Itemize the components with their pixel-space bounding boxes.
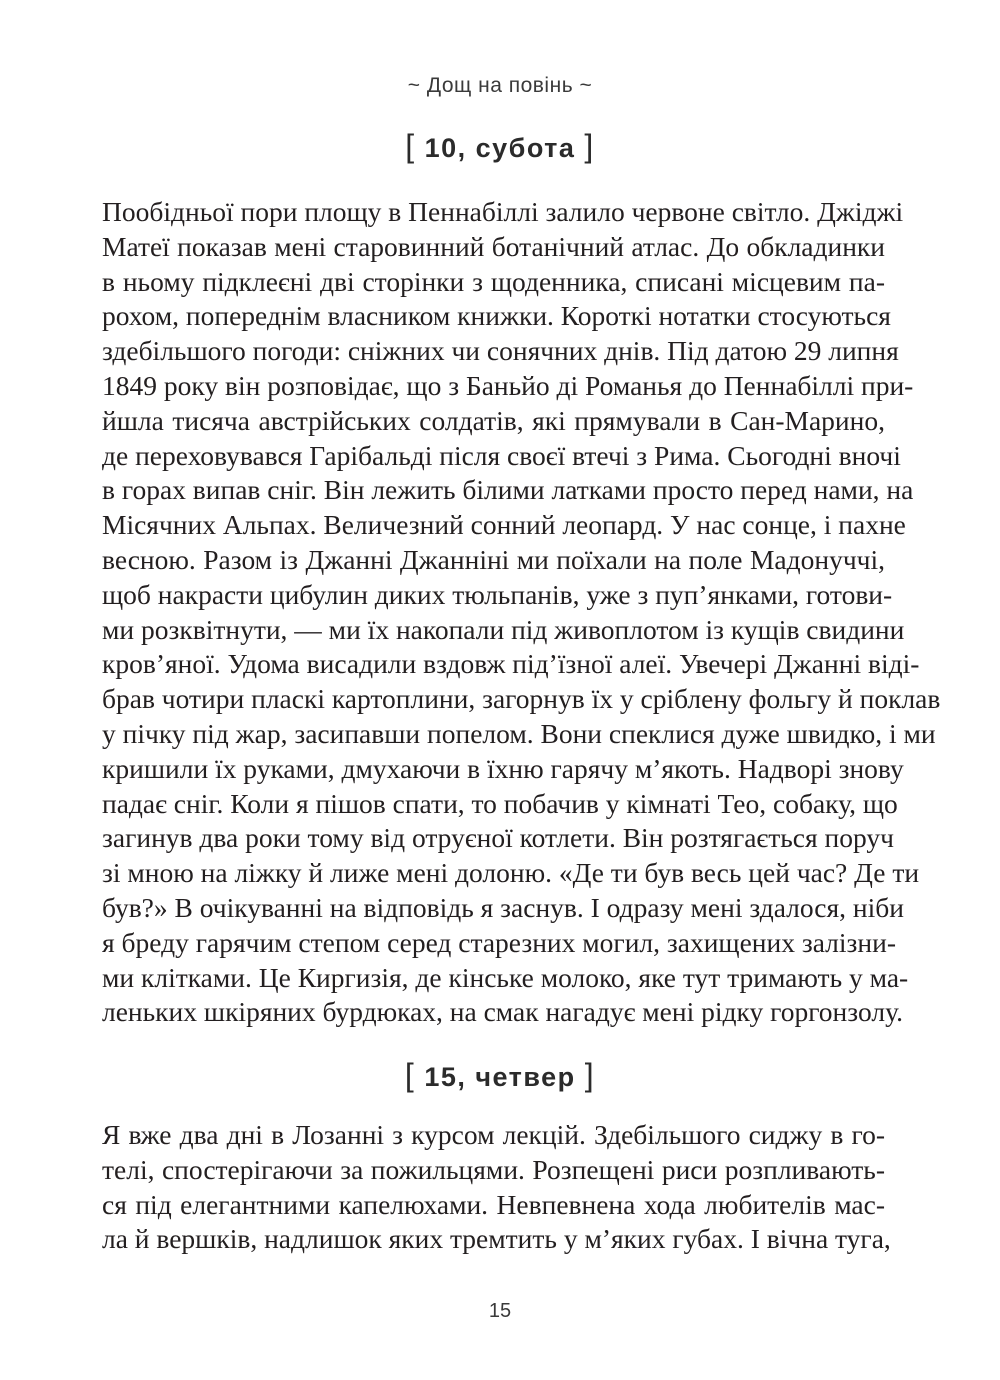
text-line: телі, спостерігаючи за пожильцями. Розпещені риси розпливають-: [102, 1153, 885, 1185]
heading-text: 15, четвер: [424, 1062, 576, 1092]
text-line: в горах випав сніг. Він лежить білими латками просто перед нами, на: [102, 474, 914, 506]
text-line: кров’яної. Удома висадили вздовж під’їзної алеї. Увечері Джанні віді-: [102, 648, 920, 680]
text-line: я бреду гарячим степом серед старезних могил, захищених залізни-: [102, 926, 896, 958]
text-line: щоб накрасти цибулин диких тюльпанів, уже з пуп’янками, готови-: [102, 578, 893, 610]
running-head: ~ Дощ на повінь ~: [407, 74, 593, 97]
text-line: падає сніг. Коли я пішов спати, то побачив у кімнаті Тео, собаку, що: [102, 787, 898, 819]
page-number: 15: [488, 1300, 512, 1322]
entry-body-10: [102, 195, 941, 1030]
text-line: де переховувався Гарібальді після своєї втечі з Рима. Сьогодні вночі: [102, 439, 901, 471]
text-line: рохом, попереднім власником книжки. Короткі нотатки стосуються: [102, 300, 891, 332]
text-line: в ньому підклеєні дві сторінки з щоденника, списані місцевим па-: [102, 265, 885, 297]
text-line: здебільшого погоди: сніжних чи сонячних днів. Під датою 29 липня: [102, 335, 899, 367]
text-line: ла й вершків, надлишок яких тремтить у м’яких губах. І вічна туга,: [102, 1223, 891, 1255]
text-line: Матеї показав мені старовинний ботанічний атлас. До обкладинки: [102, 230, 885, 262]
heading-open-bracket: [: [405, 128, 416, 164]
heading-text: 10, субота: [424, 133, 576, 163]
text-line: у пічку під жар, засипавши попелом. Вони спеклися дуже швидко, і ми: [102, 717, 936, 749]
heading-close-bracket: ]: [584, 1057, 596, 1093]
text-line: 1849 року він розповідає, що з Баньйо ді Романья до Пеннабіллі при-: [102, 369, 914, 401]
heading-open-bracket: [: [404, 1057, 416, 1093]
text-line: кришили їх руками, дмухаючи в їхню гарячу м’якоть. Надворі знову: [102, 752, 904, 784]
text-line: загинув два роки тому від отруєної котлети. Він розтягається поруч: [102, 822, 894, 854]
text-line: леньких шкіряних бурдюках, на смак нагадує мені рідку горгонзолу.: [102, 996, 903, 1028]
text-line: ми розквітнути, — ми їх накопали під живоплотом із кущів свидини: [102, 613, 905, 645]
heading-close-bracket: ]: [584, 128, 595, 164]
entry-body-15: [102, 1118, 891, 1257]
text-line: зі мною на ліжку й лиже мені долоню. «Де ти був весь цей час? Де ти: [102, 857, 920, 889]
text-line: ся під елегантними капелюхами. Невпевнена хода любителів мас-: [102, 1188, 885, 1220]
text-line: був?» В очікуванні на відповідь я заснув. І одразу мені здалося, ніби: [102, 891, 904, 923]
text-line: Пообідньої пори площу в Пеннабіллі залило червоне світло. Джіджі: [102, 196, 904, 227]
text-line: весною. Разом із Джанні Джанніні ми поїхали на поле Мадонуччі,: [102, 543, 885, 575]
text-line: Я вже два дні в Лозанні з курсом лекцій. Здебільшого сиджу в го-: [102, 1119, 885, 1150]
text-line: Місячних Альпах. Величезний сонний леопард. У нас сонце, і пахне: [102, 509, 906, 541]
text-line: ми клітками. Це Киргизія, де кінське молоко, яке тут тримають у ма-: [102, 961, 909, 993]
text-line: йшла тисяча австрійських солдатів, які прямували в Сан-Марино,: [102, 404, 885, 436]
text-line: брав чотири пласкі картоплини, загорнув їх у сріблену фольгу й поклав: [102, 683, 941, 715]
entry-heading-10: [0, 128, 1000, 165]
entry-heading-15: [0, 1057, 1000, 1094]
